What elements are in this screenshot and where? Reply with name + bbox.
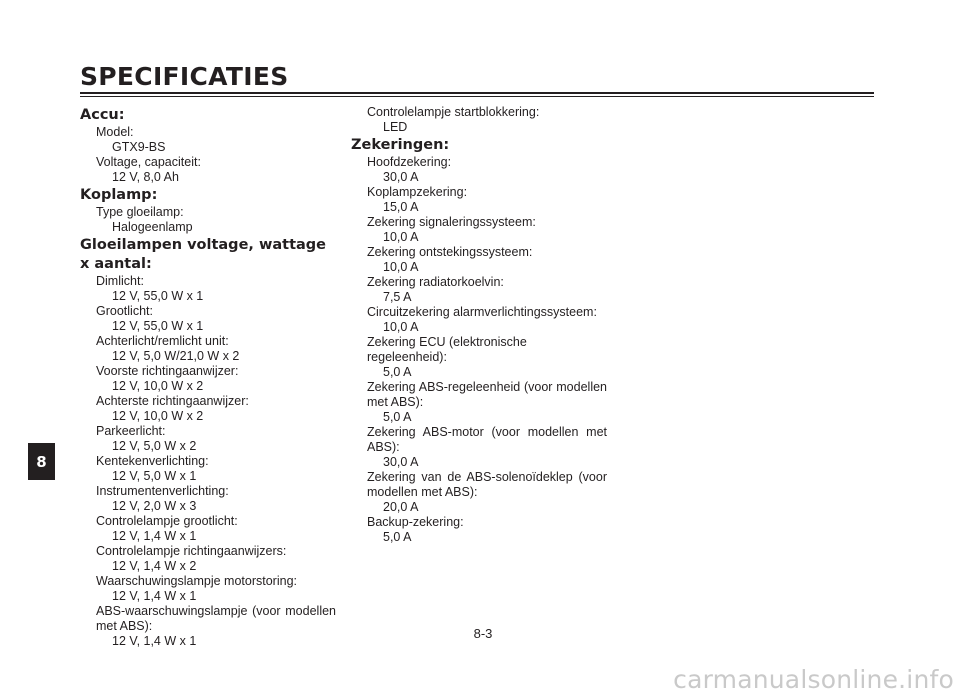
spec-value: 30,0 A	[383, 170, 419, 184]
spec-label: Parkeerlicht:	[96, 424, 166, 438]
spec-label: ABS-waarschuwingslampje (voor modellen met ABS):	[96, 604, 336, 633]
spec-label: Zekering ECU (elektronische regeleenheid):	[367, 335, 527, 364]
spec-value: 12 V, 55,0 W x 1	[112, 319, 204, 333]
spec-label: Zekering ontstekingssysteem:	[367, 245, 533, 259]
spec-label: Dimlicht:	[96, 274, 144, 288]
spec-label: Circuitzekering alarmverlichtingssysteem:	[367, 305, 597, 319]
spec-value: 30,0 A	[383, 455, 419, 469]
spec-label: Zekering ABS-regeleenheid (voor modellen met ABS):	[367, 380, 607, 409]
spec-label: Zekering van de ABS-solenoïdeklep (voor modellen met ABS):	[367, 470, 607, 499]
spec-value: 15,0 A	[383, 200, 419, 214]
spec-label: Hoofdzekering:	[367, 155, 452, 169]
spec-value: 20,0 A	[383, 500, 419, 514]
spec-value: LED	[383, 120, 408, 134]
spec-value: GTX9-BS	[112, 140, 166, 154]
spec-label: Model:	[96, 125, 134, 139]
page-title: SPECIFICATIES	[80, 62, 289, 91]
spec-value: 12 V, 10,0 W x 2	[112, 409, 204, 423]
spec-value: 5,0 A	[383, 410, 412, 424]
spec-value: 10,0 A	[383, 320, 419, 334]
right-column	[351, 105, 607, 545]
spec-label: Waarschuwingslampje motorstoring:	[96, 574, 298, 588]
spec-value: 12 V, 8,0 Ah	[112, 170, 179, 184]
left-column	[80, 105, 336, 649]
spec-value: 10,0 A	[383, 260, 419, 274]
watermark: carmanualsonline.info	[673, 665, 954, 694]
spec-value: 7,5 A	[383, 290, 412, 304]
spec-value: 12 V, 5,0 W x 1	[112, 469, 197, 483]
spec-value: 10,0 A	[383, 230, 419, 244]
spec-label: Zekering signaleringssysteem:	[367, 215, 536, 229]
spec-label: Controlelampje startblokkering:	[367, 105, 540, 119]
spec-label: Zekering radiatorkoelvin:	[367, 275, 504, 289]
spec-value: 12 V, 1,4 W x 1	[112, 529, 197, 543]
spec-label: Voorste richtingaanwijzer:	[96, 364, 239, 378]
section-heading: Gloeilampen voltage, wattage x aantal:	[80, 237, 326, 272]
section-heading: Accu:	[80, 107, 125, 123]
spec-label: Backup-zekering:	[367, 515, 464, 529]
spec-label: Controlelampje grootlicht:	[96, 514, 238, 528]
spec-label: Achterlicht/remlicht unit:	[96, 334, 229, 348]
spec-value: Halogeenlamp	[112, 220, 193, 234]
header-rule-thin	[80, 96, 874, 97]
spec-value: 12 V, 2,0 W x 3	[112, 499, 197, 513]
spec-label: Grootlicht:	[96, 304, 153, 318]
spec-label: Koplampzekering:	[367, 185, 468, 199]
spec-label: Kentekenverlichting:	[96, 454, 209, 468]
chapter-tab: 8	[28, 443, 55, 480]
spec-label: Controlelampje richtingaanwijzers:	[96, 544, 287, 558]
header-rule	[80, 92, 874, 94]
spec-value: 12 V, 5,0 W/21,0 W x 2	[112, 349, 240, 363]
spec-label: Voltage, capaciteit:	[96, 155, 201, 169]
spec-value: 12 V, 5,0 W x 2	[112, 439, 197, 453]
section-heading: Koplamp:	[80, 187, 158, 203]
spec-label: Achterste richtingaanwijzer:	[96, 394, 249, 408]
spec-label: Zekering ABS-motor (voor modellen met ABS):	[367, 425, 607, 454]
spec-value: 12 V, 10,0 W x 2	[112, 379, 204, 393]
spec-value: 5,0 A	[383, 530, 412, 544]
spec-value: 12 V, 1,4 W x 1	[112, 634, 197, 648]
spec-value: 12 V, 1,4 W x 2	[112, 559, 197, 573]
page-number: 8-3	[473, 626, 493, 641]
spec-label: Type gloeilamp:	[96, 205, 184, 219]
spec-value: 12 V, 55,0 W x 1	[112, 289, 204, 303]
spec-label: Instrumentenverlichting:	[96, 484, 229, 498]
spec-value: 5,0 A	[383, 365, 412, 379]
section-heading: Zekeringen:	[351, 137, 450, 153]
spec-value: 12 V, 1,4 W x 1	[112, 589, 197, 603]
